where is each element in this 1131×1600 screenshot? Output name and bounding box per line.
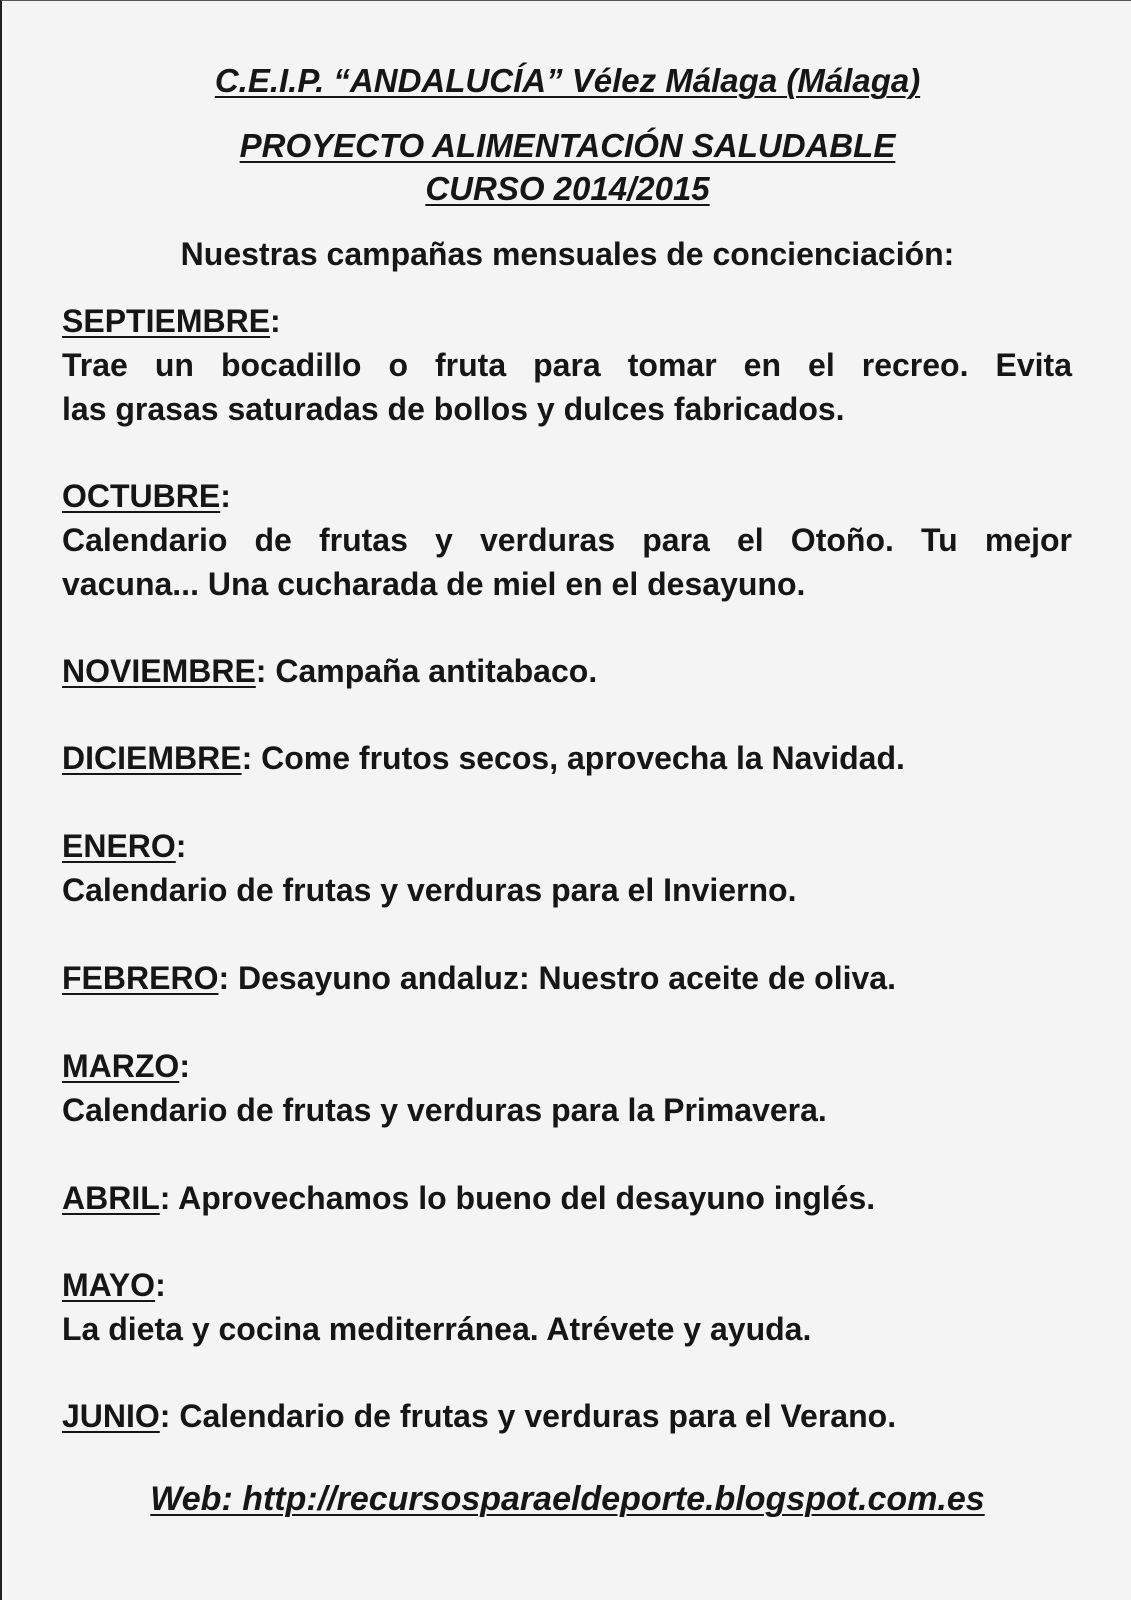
campaign-text-line: las grasas saturadas de bollos y dulces fabricados. <box>62 391 845 427</box>
colon: : <box>159 1398 171 1434</box>
colon: : <box>175 828 187 864</box>
colon: : <box>241 740 253 776</box>
month-label: NOVIEMBRE <box>62 653 256 689</box>
course-title: CURSO 2014/2015 <box>425 170 710 207</box>
colon: : <box>270 303 281 339</box>
campaign-heading-line <box>62 1263 1072 1307</box>
campaign-heading-line <box>62 956 1072 1000</box>
colon: : <box>179 1048 190 1084</box>
colon: : <box>155 1267 166 1303</box>
month-label: JUNIO <box>62 1398 160 1434</box>
campaign-heading-line <box>62 824 1072 868</box>
colon: : <box>220 478 231 514</box>
colon: : <box>159 1180 171 1216</box>
campaign-heading-line <box>62 299 1072 343</box>
website-link: Web: http://recursosparaeldeporte.blogspot.com.es <box>150 1480 985 1518</box>
campaign-heading-line <box>62 736 1072 780</box>
campaign-mayo <box>62 1263 1072 1351</box>
campaign-text-line: Trae un bocadillo o fruta para tomar en el recreo. Evita <box>62 347 1072 383</box>
intro-heading: Nuestras campañas mensuales de concienciación: <box>180 236 955 272</box>
school-title: C.E.I.P. “ANDALUCÍA” Vélez Málaga (Málaga) <box>214 62 921 99</box>
campaign-noviembre <box>62 649 1072 693</box>
campaign-heading-line <box>62 1044 1072 1088</box>
project-title: PROYECTO ALIMENTACIÓN SALUDABLE <box>239 127 896 164</box>
campaign-enero <box>62 824 1072 912</box>
month-label: OCTUBRE <box>62 478 221 514</box>
campaign-abril <box>62 1176 1072 1220</box>
campaign-diciembre <box>62 736 1072 780</box>
campaign-text-line: Calendario de frutas y verduras para el Invierno. <box>62 872 797 908</box>
month-label: SEPTIEMBRE <box>62 303 271 339</box>
campaign-heading-line <box>62 474 1072 518</box>
campaign-text: Calendario de frutas y verduras para el Verano. <box>170 1398 897 1434</box>
campaign-text: Desayuno andaluz: Nuestro aceite de oliva. <box>229 960 896 996</box>
campaign-text: Aprovechamos lo bueno del desayuno inglés. <box>170 1180 876 1216</box>
campaign-text-line: Calendario de frutas y verduras para el Otoño. Tu mejor <box>62 522 1072 558</box>
campaign-text-line: Calendario de frutas y verduras para la Primavera. <box>62 1092 827 1128</box>
campaign-octubre <box>62 474 1072 606</box>
month-label: ABRIL <box>62 1180 160 1216</box>
month-label: MARZO <box>62 1048 180 1084</box>
colon: : <box>218 960 230 996</box>
month-label: ENERO <box>62 828 176 864</box>
campaign-heading-line <box>62 1394 1072 1438</box>
campaign-text-line: La dieta y cocina mediterránea. Atrévete y ayuda. <box>62 1311 812 1347</box>
colon: : <box>255 653 267 689</box>
campaign-junio <box>62 1394 1072 1438</box>
month-label: MAYO <box>62 1267 156 1303</box>
campaign-febrero <box>62 956 1072 1000</box>
campaign-text: Come frutos secos, aprovecha la Navidad. <box>252 740 905 776</box>
campaign-heading-line <box>62 649 1072 693</box>
campaign-text: Campaña antitabaco. <box>266 653 598 689</box>
campaign-heading-line <box>62 1176 1072 1220</box>
month-label: FEBRERO <box>62 960 219 996</box>
campaign-text-line: vacuna... Una cucharada de miel en el desayuno. <box>62 566 806 602</box>
month-label: DICIEMBRE <box>62 740 242 776</box>
campaign-marzo <box>62 1044 1072 1132</box>
campaign-septiembre <box>62 299 1072 431</box>
